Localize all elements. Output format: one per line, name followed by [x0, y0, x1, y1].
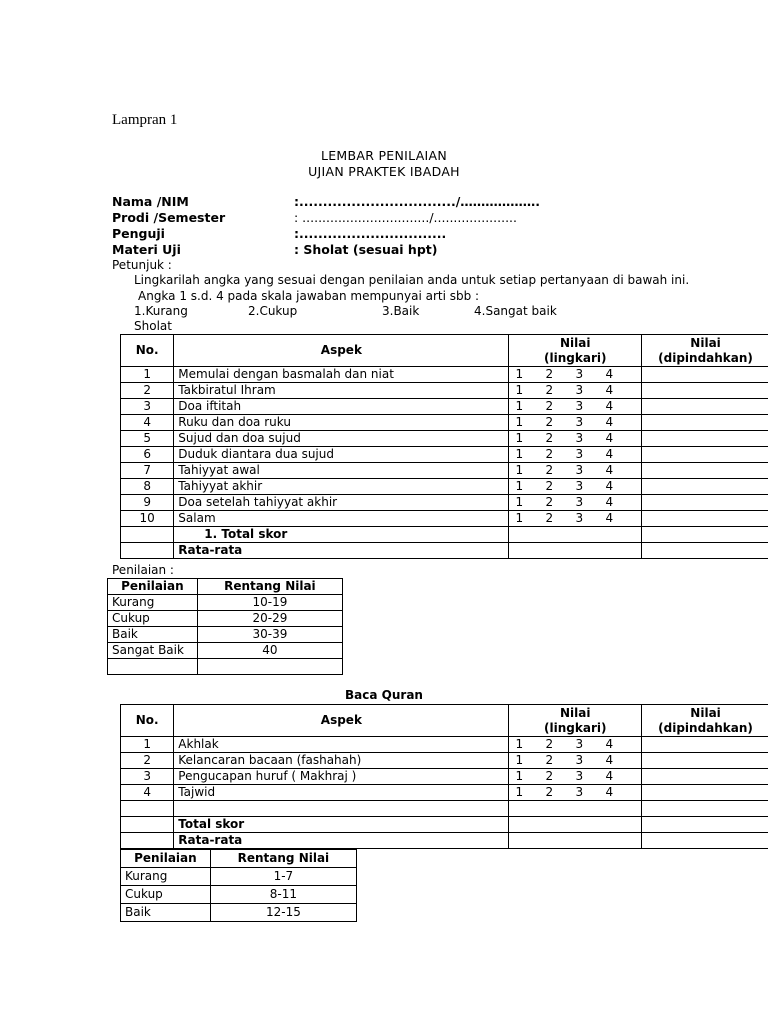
scale-option[interactable]: 3: [575, 769, 584, 783]
section-sholat-label: Sholat: [134, 319, 172, 333]
identity-value: :...............................: [294, 226, 447, 241]
empty-cell: [509, 801, 642, 817]
rata-rata-value-cell[interactable]: [642, 833, 768, 849]
empty-cell: [121, 543, 174, 559]
scale-item: 3.Baik: [382, 304, 420, 318]
nilai-dipindahkan-cell[interactable]: [642, 495, 768, 511]
scale-option[interactable]: 1: [515, 495, 524, 509]
scale-option[interactable]: 2: [545, 399, 554, 413]
table-row: [121, 367, 768, 383]
row-number: 6: [121, 447, 174, 463]
scale-option[interactable]: 3: [575, 399, 584, 413]
nilai-dipindahkan-cell[interactable]: [642, 399, 768, 415]
scale-option[interactable]: 1: [515, 367, 524, 381]
scale-option[interactable]: 3: [575, 447, 584, 461]
row-number: 1: [121, 737, 174, 753]
scale-option[interactable]: 2: [545, 367, 554, 381]
scale-option[interactable]: 3: [575, 383, 584, 397]
row-number: 9: [121, 495, 174, 511]
range-row: [121, 868, 357, 886]
scale-option[interactable]: 2: [545, 511, 554, 525]
col-no-header: No.: [121, 705, 174, 737]
total-skor-value-cell[interactable]: [642, 527, 768, 543]
scale-option[interactable]: 4: [605, 415, 614, 429]
nilai-scale-cell[interactable]: [509, 753, 642, 769]
range-row: [108, 611, 343, 627]
col-rentang-header: Rentang Nilai: [197, 579, 342, 595]
scale-option[interactable]: 1: [515, 415, 524, 429]
scale-option[interactable]: 1: [515, 753, 524, 767]
identity-value: :................................./……………….: [294, 194, 541, 209]
scale-option[interactable]: 4: [605, 367, 614, 381]
scale-option[interactable]: 2: [545, 447, 554, 461]
empty-cell: [108, 659, 198, 675]
col-rentang-header: Rentang Nilai: [210, 850, 356, 868]
scale-option[interactable]: 3: [575, 785, 584, 799]
row-aspek: Pengucapan huruf ( Makhraj ): [174, 769, 509, 785]
range-row: [108, 595, 343, 611]
total-skor-nilai-cell[interactable]: [509, 817, 642, 833]
range-value: 30-39: [197, 627, 342, 643]
nilai-scale-cell[interactable]: [509, 463, 642, 479]
scale-option[interactable]: 3: [575, 495, 584, 509]
penilaian-label: Penilaian :: [112, 563, 174, 577]
row-number: 2: [121, 383, 174, 399]
scale-option[interactable]: 4: [605, 447, 614, 461]
identity-label: Penguji: [112, 226, 165, 241]
table-row: [121, 431, 768, 447]
nilai-dipindahkan-cell[interactable]: [642, 415, 768, 431]
identity-penguji-row: [112, 226, 446, 241]
scale-item: 2.Cukup: [248, 304, 298, 318]
identity-label: Materi Uji: [112, 242, 181, 257]
rata-rata-value-cell[interactable]: [642, 543, 768, 559]
scale-option[interactable]: 2: [545, 415, 554, 429]
total-skor-value-cell[interactable]: [642, 817, 768, 833]
identity-value: : Sholat (sesuai hpt): [294, 242, 438, 257]
rata-rata-nilai-cell[interactable]: [509, 833, 642, 849]
scale-option[interactable]: 4: [605, 383, 614, 397]
scale-option[interactable]: 2: [545, 737, 554, 751]
scale-option[interactable]: 4: [605, 785, 614, 799]
range-row-empty: [108, 659, 343, 675]
instructions-scale-intro: Angka 1 s.d. 4 pada skala jawaban mempunyai arti sbb :: [138, 289, 480, 303]
range-row: [108, 627, 343, 643]
scale-option[interactable]: 1: [515, 383, 524, 397]
form-subtitle: UJIAN PRAKTEK IBADAH: [308, 164, 460, 179]
rata-rata-nilai-cell[interactable]: [509, 543, 642, 559]
empty-cell: [174, 801, 509, 817]
quran-section-title: Baca Quran: [345, 688, 423, 702]
scale-option[interactable]: 2: [545, 495, 554, 509]
scale-option[interactable]: 4: [605, 463, 614, 477]
table-row: [121, 399, 768, 415]
range-value: 10-19: [197, 595, 342, 611]
col-nilai-lingkari-header: Nilai (lingkari): [509, 705, 642, 737]
col-nilai-lingkari-header: Nilai (lingkari): [509, 335, 642, 367]
scale-option[interactable]: 2: [545, 785, 554, 799]
range-category: Kurang: [108, 595, 198, 611]
row-aspek: Tahiyyat akhir: [174, 479, 509, 495]
col-nilai-dipindahkan-header: Nilai (dipindahkan): [642, 335, 768, 367]
nilai-dipindahkan-cell[interactable]: [642, 511, 768, 527]
range-category: Baik: [108, 627, 198, 643]
scale-option[interactable]: 3: [575, 367, 584, 381]
sholat-range-table: [107, 578, 343, 675]
scale-option[interactable]: 3: [575, 431, 584, 445]
nilai-dipindahkan-cell[interactable]: [642, 431, 768, 447]
identity-prodi-row: [112, 210, 517, 225]
rata-rata-label: Rata-rata: [174, 543, 509, 559]
range-category: Sangat Baik: [108, 643, 198, 659]
nilai-dipindahkan-cell[interactable]: [642, 383, 768, 399]
scale-option[interactable]: 3: [575, 511, 584, 525]
nilai-scale-cell[interactable]: [509, 383, 642, 399]
scale-option[interactable]: 1: [515, 769, 524, 783]
nilai-scale-cell[interactable]: [509, 769, 642, 785]
quran-assessment-table: [120, 704, 768, 849]
range-value: 1-7: [210, 868, 356, 886]
table-row: [121, 737, 768, 753]
scale-item: 4.Sangat baik: [474, 304, 557, 318]
attachment-label: Lampran 1: [112, 112, 178, 128]
total-skor-row: [121, 817, 768, 833]
scale-option[interactable]: 3: [575, 415, 584, 429]
nilai-scale-cell[interactable]: [509, 479, 642, 495]
row-aspek: Ruku dan doa ruku: [174, 415, 509, 431]
range-category: Baik: [121, 904, 211, 922]
nilai-scale-cell[interactable]: [509, 415, 642, 431]
row-number: 4: [121, 785, 174, 801]
nilai-scale-cell[interactable]: [509, 495, 642, 511]
col-nilai-dipindahkan-header: Nilai (dipindahkan): [642, 705, 768, 737]
row-aspek: Tahiyyat awal: [174, 463, 509, 479]
table-row: [121, 383, 768, 399]
form-title: LEMBAR PENILAIAN: [320, 148, 448, 163]
scale-option[interactable]: 1: [515, 431, 524, 445]
scale-option[interactable]: 4: [605, 431, 614, 445]
scale-option[interactable]: 1: [515, 785, 524, 799]
row-number: 7: [121, 463, 174, 479]
scale-option[interactable]: 1: [515, 737, 524, 751]
nilai-dipindahkan-cell[interactable]: [642, 785, 768, 801]
table-row-empty: [121, 801, 768, 817]
scale-option[interactable]: 3: [575, 479, 584, 493]
row-number: 1: [121, 367, 174, 383]
nilai-dipindahkan-cell[interactable]: [642, 367, 768, 383]
scale-option[interactable]: 4: [605, 737, 614, 751]
row-number: 5: [121, 431, 174, 447]
scale-option[interactable]: 4: [605, 495, 614, 509]
table-row: [121, 511, 768, 527]
row-aspek: Akhlak: [174, 737, 509, 753]
identity-label: Nama /NIM: [112, 194, 189, 209]
col-penilaian-header: Penilaian: [108, 579, 198, 595]
nilai-scale-cell[interactable]: [509, 431, 642, 447]
nilai-dipindahkan-cell[interactable]: [642, 753, 768, 769]
nilai-dipindahkan-cell[interactable]: [642, 769, 768, 785]
identity-value: : ................................/.....................: [294, 210, 517, 225]
instructions-text: Lingkarilah angka yang sesuai dengan penilaian anda untuk setiap pertanyaan di bawah ini.: [134, 273, 690, 287]
nilai-scale-cell[interactable]: [509, 737, 642, 753]
row-aspek: Kelancaran bacaan (fashahah): [174, 753, 509, 769]
range-category: Cukup: [108, 611, 198, 627]
col-aspek-header: Aspek: [174, 335, 509, 367]
nilai-dipindahkan-cell[interactable]: [642, 737, 768, 753]
nilai-scale-cell[interactable]: [509, 511, 642, 527]
empty-cell: [642, 801, 768, 817]
nilai-scale-cell[interactable]: [509, 399, 642, 415]
nilai-scale-cell[interactable]: [509, 367, 642, 383]
scale-item: 1.Kurang: [134, 304, 188, 318]
row-aspek: Duduk diantara dua sujud: [174, 447, 509, 463]
row-number: 2: [121, 753, 174, 769]
col-no-header: No.: [121, 335, 174, 367]
identity-materi-row: [112, 242, 437, 257]
scale-option[interactable]: 4: [605, 399, 614, 413]
scale-option[interactable]: 2: [545, 479, 554, 493]
range-category: Kurang: [121, 868, 211, 886]
row-number: 8: [121, 479, 174, 495]
nilai-dipindahkan-cell[interactable]: [642, 463, 768, 479]
row-number: 3: [121, 399, 174, 415]
empty-cell: [121, 817, 174, 833]
rata-rata-label: Rata-rata: [174, 833, 509, 849]
row-number: 4: [121, 415, 174, 431]
table-row: [121, 463, 768, 479]
sholat-assessment-table: [120, 334, 768, 559]
scale-option[interactable]: 1: [515, 463, 524, 477]
scale-option[interactable]: 2: [545, 753, 554, 767]
row-aspek: Salam: [174, 511, 509, 527]
total-skor-label: Total skor: [174, 817, 509, 833]
row-aspek: Doa setelah tahiyyat akhir: [174, 495, 509, 511]
row-number: 3: [121, 769, 174, 785]
empty-cell: [197, 659, 342, 675]
row-aspek: Sujud dan doa sujud: [174, 431, 509, 447]
rata-rata-row: [121, 833, 768, 849]
nilai-dipindahkan-cell[interactable]: [642, 447, 768, 463]
total-skor-nilai-cell[interactable]: [509, 527, 642, 543]
range-value: 40: [197, 643, 342, 659]
nilai-dipindahkan-cell[interactable]: [642, 479, 768, 495]
scale-option[interactable]: 2: [545, 769, 554, 783]
scale-option[interactable]: 2: [545, 431, 554, 445]
scale-option[interactable]: 3: [575, 737, 584, 751]
row-aspek: Tajwid: [174, 785, 509, 801]
scale-option[interactable]: 4: [605, 479, 614, 493]
table-row: [121, 495, 768, 511]
range-value: 20-29: [197, 611, 342, 627]
instructions-label: Petunjuk :: [112, 258, 172, 272]
col-penilaian-header: Penilaian: [121, 850, 211, 868]
empty-cell: [121, 833, 174, 849]
nilai-scale-cell[interactable]: [509, 785, 642, 801]
scale-option[interactable]: 4: [605, 511, 614, 525]
empty-cell: [121, 801, 174, 817]
total-skor-row: [121, 527, 768, 543]
table-row: [121, 447, 768, 463]
quran-range-table: [120, 849, 357, 922]
range-value: 12-15: [210, 904, 356, 922]
empty-cell: [121, 527, 174, 543]
scale-option[interactable]: 1: [515, 511, 524, 525]
col-aspek-header: Aspek: [174, 705, 509, 737]
row-aspek: Doa iftitah: [174, 399, 509, 415]
table-row: [121, 415, 768, 431]
range-value: 8-11: [210, 886, 356, 904]
scale-option[interactable]: 1: [515, 399, 524, 413]
rata-rata-row: [121, 543, 768, 559]
range-row: [121, 886, 357, 904]
table-row: [121, 753, 768, 769]
range-row: [121, 904, 357, 922]
table-row: [121, 769, 768, 785]
scale-option[interactable]: 3: [575, 753, 584, 767]
range-row: [108, 643, 343, 659]
table-row: [121, 479, 768, 495]
scale-option[interactable]: 1: [515, 447, 524, 461]
row-number: 10: [121, 511, 174, 527]
scale-option[interactable]: 4: [605, 769, 614, 783]
total-skor-label: 1. Total skor: [174, 527, 509, 543]
scale-option[interactable]: 2: [545, 463, 554, 477]
scale-option[interactable]: 2: [545, 383, 554, 397]
identity-label: Prodi /Semester: [112, 210, 226, 225]
row-aspek: Takbiratul Ihram: [174, 383, 509, 399]
scale-option[interactable]: 1: [515, 479, 524, 493]
identity-name-row: [112, 194, 540, 209]
row-aspek: Memulai dengan basmalah dan niat: [174, 367, 509, 383]
scale-option[interactable]: 4: [605, 753, 614, 767]
table-row: [121, 785, 768, 801]
range-category: Cukup: [121, 886, 211, 904]
scale-option[interactable]: 3: [575, 463, 584, 477]
nilai-scale-cell[interactable]: [509, 447, 642, 463]
